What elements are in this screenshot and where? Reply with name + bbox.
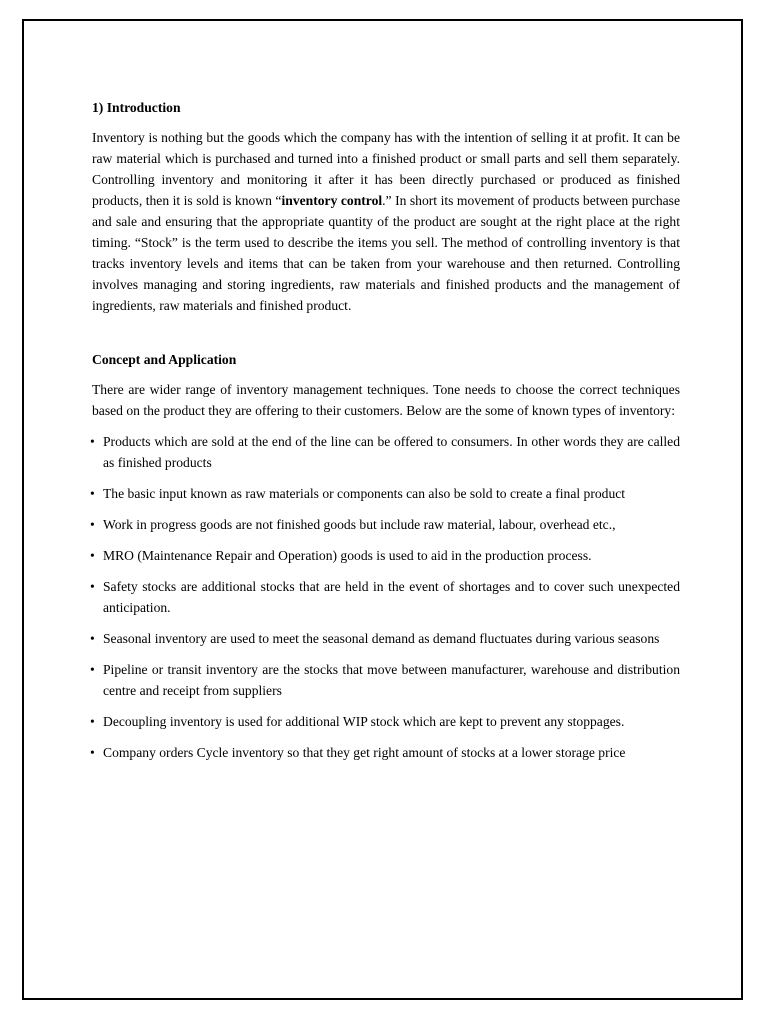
list-item (92, 514, 680, 535)
list-item (92, 742, 680, 763)
bullet-icon: • (90, 714, 95, 729)
inventory-types-list (92, 431, 680, 763)
introduction-text-end: .” In short its movement of products between purchase and sale and ensuring that the appropriate quantity of the product are sought at the right place at the right timing. “Stock” is the term used to describe the items you sell. The method of controlling inventory is that tracks inventory levels and items that can be taken from your warehouse and then returned. Controlling involves managing and storing ingredients, raw materials and finished products and the management of ingredients, raw materials and finished product. (92, 193, 681, 313)
bullet-icon: • (90, 631, 95, 646)
introduction-heading: 1) Introduction (92, 100, 181, 115)
document-content (92, 97, 680, 773)
bullet-icon: • (90, 662, 95, 677)
list-item-text: The basic input known as raw materials or components can also be sold to create a final product (103, 486, 626, 501)
list-item-text: Products which are sold at the end of the line can be offered to consumers. In other words they are called as finished products (103, 434, 680, 470)
inventory-control-term: inventory control (281, 193, 383, 208)
list-item-text: Pipeline or transit inventory are the stocks that move between manufacturer, warehouse and distribution centre and receipt from suppliers (103, 662, 680, 698)
list-item (92, 628, 680, 649)
list-item (92, 545, 680, 566)
bullet-icon: • (90, 517, 95, 532)
bullet-icon: • (90, 548, 95, 563)
list-item-text: Safety stocks are additional stocks that are held in the event of shortages and to cover such unexpected anticipation. (103, 579, 680, 615)
list-item-text: MRO (Maintenance Repair and Operation) goods is used to aid in the production process. (103, 548, 592, 563)
document-page (22, 19, 743, 1000)
list-item (92, 576, 680, 618)
introduction-text-start: Inventory is nothing but the goods which the company has with the intention of selling it at profit. It can be raw material which is purchased and turned into a finished product or small parts and sell them separately. Controlling inventory and monitoring it after it has been directly purchased or produced as finished products, then it is sold is known “ (92, 130, 680, 208)
concept-heading: Concept and Application (92, 352, 237, 367)
concept-paragraph: There are wider range of inventory management techniques. Tone needs to choose the correct techniques based on the product they are offering to their customers. Below are the some of known types of inventory: (92, 382, 680, 418)
list-item (92, 711, 680, 732)
list-item (92, 659, 680, 701)
bullet-icon: • (90, 434, 95, 449)
list-item (92, 431, 680, 473)
bullet-icon: • (90, 579, 95, 594)
list-item (92, 483, 680, 504)
bullet-icon: • (90, 486, 95, 501)
bullet-icon: • (90, 745, 95, 760)
list-item-text: Decoupling inventory is used for additional WIP stock which are kept to prevent any stoppages. (103, 714, 625, 729)
list-item-text: Seasonal inventory are used to meet the seasonal demand as demand fluctuates during various seasons (103, 631, 660, 646)
list-item-text: Work in progress goods are not finished goods but include raw material, labour, overhead etc., (103, 517, 616, 532)
introduction-paragraph (92, 127, 680, 316)
list-item-text: Company orders Cycle inventory so that they get right amount of stocks at a lower storage price (103, 745, 626, 760)
